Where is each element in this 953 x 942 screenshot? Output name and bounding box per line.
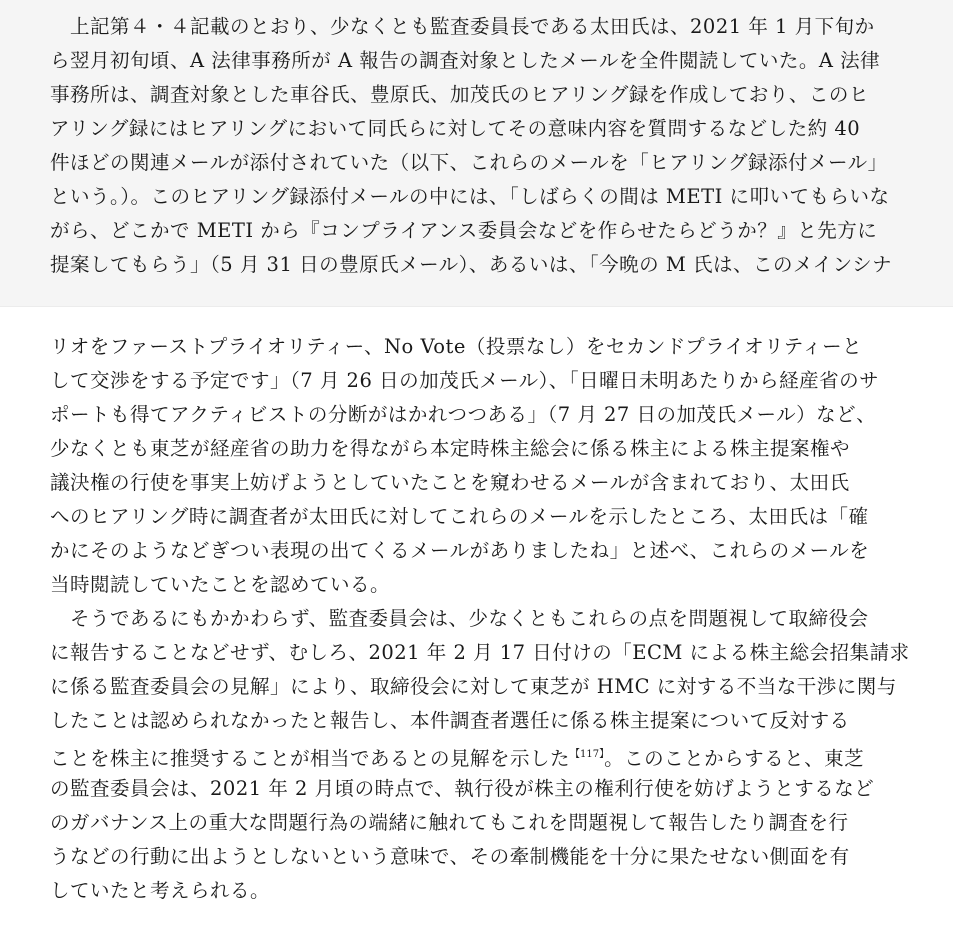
text-line: して交渉をする予定です」（7 月 26 日の加茂氏メール）、「日曜日未明あたりから経産省のサ <box>50 369 880 392</box>
text-line: リオをファーストプライオリティー、No Vote（投票なし）をセカンドプライオリティーと <box>50 335 863 358</box>
text-segment: ことを株主に推奨することが相当であるとの見解を示した <box>50 747 571 770</box>
text-line: へのヒアリング時に調査者が太田氏に対してこれらのメールを示したところ、太田氏は「確 <box>50 505 869 528</box>
text-line: 提案してもらう」（5 月 31 日の豊原氏メール）、あるいは、「今晩の M 氏は、このメインシナ <box>50 253 893 276</box>
text-line: という。）。このヒアリング録添付メールの中には、「しばらくの間は METI に叩いてもらいな <box>50 185 890 208</box>
text-line: に係る監査委員会の見解」により、取締役会に対して東芝が HMC に対する不当な干渉に関与 <box>50 675 897 698</box>
text-line: アリング録にはヒアリングにおいて同氏らに対してその意味内容を質問するなどした約 40 <box>50 117 861 140</box>
page-top-section <box>0 0 953 306</box>
text-line: がら、どこかで METI から『コンプライアンス委員会などを作らせたらどうか？』と先方に <box>50 219 878 242</box>
text-line-with-footnote <box>50 738 910 776</box>
text-line: そうであるにもかかわらず、監査委員会は、少なくともこれらの点を問題視して取締役会 <box>70 607 869 630</box>
text-line: の監査委員会は、2021 年 2 月頃の時点で、執行役が株主の権利行使を妨げようとするなど <box>50 777 875 800</box>
text-segment: 。このことからすると、東芝 <box>604 747 865 770</box>
page-bottom-section <box>0 318 953 942</box>
text-line: かにそのようなどぎつい表現の出てくるメールがありましたね」と述べ、これらのメールを <box>50 539 870 562</box>
text-line: 少なくとも東芝が経産省の助力を得ながら本定時株主総会に係る株主による株主提案権や <box>50 437 851 460</box>
text-line: ら翌月初旬頃、A 法律事務所が A 報告の調査対象としたメールを全件閲読していた。A 法律 <box>50 49 881 72</box>
text-line: 件ほどの関連メールが添付されていた（以下、これらのメールを「ヒアリング録添付メール」 <box>50 151 888 174</box>
text-line: ポートも得てアクティビストの分断がはかれつつある」（7 月 27 日の加茂氏メール）など、 <box>50 403 877 426</box>
text-line: のガバナンス上の重大な問題行為の端緒に触れてもこれを問題視して報告したり調査を行 <box>50 811 849 834</box>
text-line: していたと考えられる。 <box>50 879 271 902</box>
text-line: したことは認められなかったと報告し、本件調査者選任に係る株主提案について反対する <box>50 709 850 732</box>
footnote-reference[interactable]: 【117】 <box>570 749 605 760</box>
text-line: 議決権の行使を事実上妨げようとしていたことを窺わせるメールが含まれており、太田氏 <box>50 471 850 494</box>
text-line: 当時閲読していたことを認めている。 <box>50 573 391 596</box>
text-line: 上記第４・４記載のとおり、少なくとも監査委員長である太田氏は、2021 年 1 月下旬か <box>70 15 875 38</box>
text-line: うなどの行動に出ようとしないという意味で、その牽制機能を十分に果たせない側面を有 <box>50 845 850 868</box>
text-line: に報告することなどせず、むしろ、2021 年 2 月 17 日付けの「ECM による株主総会招集請求 <box>50 641 910 664</box>
text-line: 事務所は、調査対象とした車谷氏、豊原氏、加茂氏のヒアリング録を作成しており、このヒ <box>50 83 869 106</box>
